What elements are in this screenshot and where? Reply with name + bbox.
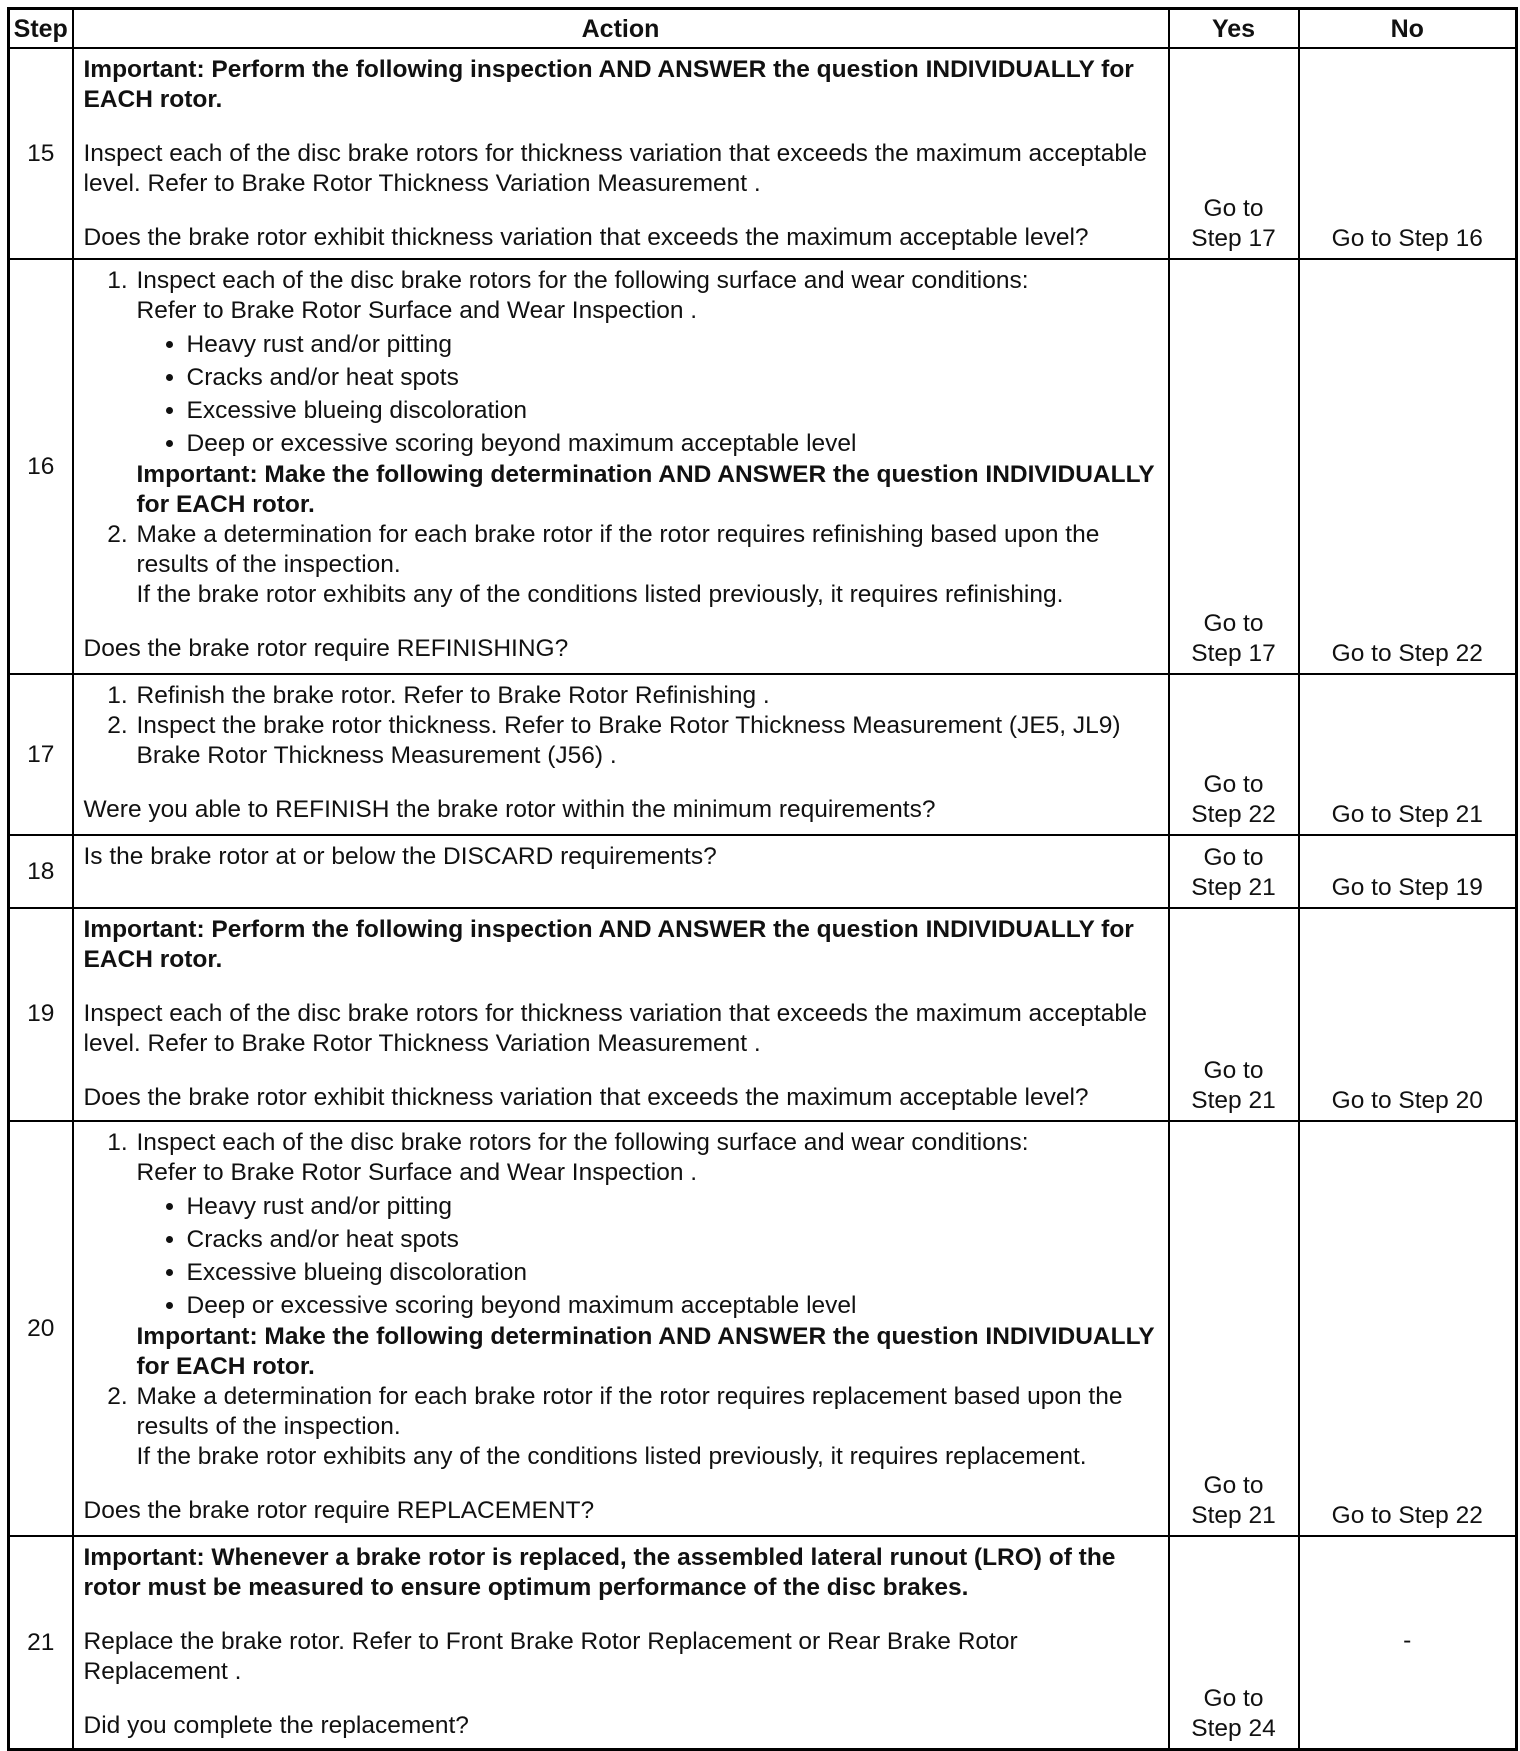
action-cell <box>73 48 1169 259</box>
step-column-header: Step <box>9 9 73 49</box>
no-link[interactable]: Go to Step 19 <box>1331 873 1483 901</box>
no-link[interactable]: Go to Step 16 <box>1331 225 1483 253</box>
yes-link-line1[interactable]: Go to <box>1203 1472 1264 1500</box>
yes-link-line2[interactable]: Step 22 <box>1191 801 1276 829</box>
yes-cell <box>1169 259 1299 674</box>
yes-cell <box>1169 1536 1299 1749</box>
step-number: 17 <box>9 674 73 835</box>
action-cell <box>73 1121 1169 1536</box>
procedure-list <box>84 681 1158 771</box>
important-note: Important: Perform the following inspection AND ANSWER the question INDIVIDUALLY for EACH rotor. <box>83 56 1134 113</box>
condition-item: • Deep or excessive scoring beyond maximum acceptable level <box>187 427 1158 460</box>
table-row-step-17 <box>9 674 1517 835</box>
no-column-header: No <box>1299 9 1517 49</box>
procedure-item-1: 1. Inspect each of the disc brake rotors for the following surface and wear conditions: Refer to Brake Rotor Surface and Wear Inspection . • Heavy rust and/or pitting • Cracks and/or heat spots • Excessive blueing discoloration • Deep or excessive scoring beyond maximum acceptable level <box>135 1128 1158 1322</box>
step-number: 21 <box>9 1536 73 1749</box>
yes-link-line1[interactable]: Go to <box>1203 195 1264 223</box>
table-row-step-16 <box>9 259 1517 674</box>
no-cell <box>1299 48 1517 259</box>
important-note: Important: Make the following determination AND ANSWER the question INDIVIDUALLY for EACH rotor. <box>136 1322 1155 1380</box>
action-cell <box>73 908 1169 1121</box>
procedure-item-2: 2. Make a determination for each brake rotor if the rotor requires refinishing based upon the results of the inspection. If the brake rotor exhibits any of the conditions listed previously, it requires refinishing. <box>135 520 1158 610</box>
yes-link-line2[interactable]: Step 21 <box>1191 1502 1276 1530</box>
question-text: Does the brake rotor require REPLACEMENT? <box>83 1496 595 1524</box>
question-text: Does the brake rotor exhibit thickness variation that exceeds the maximum acceptable level? <box>83 1083 1089 1111</box>
procedure-list <box>84 266 1158 610</box>
no-cell <box>1299 1121 1517 1536</box>
condition-item: • Excessive blueing discoloration <box>187 394 1158 427</box>
yes-cell <box>1169 908 1299 1121</box>
yes-link-line2[interactable]: Step 21 <box>1191 1086 1276 1114</box>
yes-cell <box>1169 48 1299 259</box>
procedure-item-2: 2. Make a determination for each brake rotor if the rotor requires replacement based upon the results of the inspection. If the brake rotor exhibits any of the conditions listed previously, it requires replacement. <box>135 1382 1158 1472</box>
instruction-text: Inspect each of the disc brake rotors for thickness variation that exceeds the maximum acceptable level. Refer to Brake Rotor Thickness Variation Measurement . <box>83 999 1148 1057</box>
no-link[interactable]: Go to Step 21 <box>1331 801 1483 829</box>
action-cell <box>73 259 1169 674</box>
yes-cell <box>1169 1121 1299 1536</box>
instruction-text: Replace the brake rotor. Refer to Front Brake Rotor Replacement or Rear Brake Rotor Replacement . <box>83 1628 1018 1686</box>
condition-item: • Heavy rust and/or pitting <box>187 328 1158 361</box>
yes-link-line1[interactable]: Go to <box>1203 1685 1264 1712</box>
question-text: Does the brake rotor exhibit thickness variation that exceeds the maximum acceptable level? <box>83 224 1089 251</box>
question-text: Does the brake rotor require REFINISHING? <box>83 635 569 663</box>
header-row <box>9 9 1517 49</box>
no-link[interactable]: Go to Step 22 <box>1331 640 1483 668</box>
condition-item: • Cracks and/or heat spots <box>187 361 1158 394</box>
step-number: 20 <box>9 1121 73 1536</box>
important-note: Important: Perform the following inspection AND ANSWER the question INDIVIDUALLY for EACH rotor. <box>83 915 1134 973</box>
action-cell <box>73 1536 1169 1749</box>
instruction-text: Inspect each of the disc brake rotors for thickness variation that exceeds the maximum acceptable level. Refer to Brake Rotor Thickness Variation Measurement . <box>83 140 1148 197</box>
action-cell <box>73 674 1169 835</box>
condition-item: • Excessive blueing discoloration <box>187 1256 1158 1289</box>
yes-cell <box>1169 674 1299 835</box>
question-text: Is the brake rotor at or below the DISCARD requirements? <box>83 843 717 871</box>
yes-link-line2[interactable]: Step 21 <box>1191 873 1276 901</box>
step-number: 15 <box>9 48 73 259</box>
action-column-header: Action <box>73 9 1169 49</box>
procedure-item-1: 1. Refinish the brake rotor. Refer to Brake Rotor Refinishing . <box>135 681 1158 711</box>
yes-link-line2[interactable]: Step 24 <box>1191 1715 1276 1742</box>
condition-list <box>137 1190 1158 1322</box>
yes-link-line2[interactable]: Step 17 <box>1191 225 1276 253</box>
step-number: 18 <box>9 835 73 907</box>
no-cell <box>1299 674 1517 835</box>
yes-column-header: Yes <box>1169 9 1299 49</box>
conclusion-text: If the brake rotor exhibits any of the conditions listed previously, it requires refinishing. <box>136 581 1064 609</box>
important-note: Important: Whenever a brake rotor is replaced, the assembled lateral runout (LRO) of the rotor must be measured to ensure optimum performance of the disc brakes. <box>83 1544 1116 1602</box>
important-note: Important: Make the following determination AND ANSWER the question INDIVIDUALLY for EACH rotor. <box>136 461 1155 519</box>
diagnostic-table <box>7 7 1518 1751</box>
no-link[interactable]: Go to Step 22 <box>1331 1502 1483 1530</box>
table-row-step-21 <box>9 1536 1517 1749</box>
question-text: Were you able to REFINISH the brake rotor within the minimum requirements? <box>83 796 936 824</box>
yes-link-line1[interactable]: Go to <box>1203 843 1264 871</box>
procedure-item-1: 1. Inspect each of the disc brake rotors for the following surface and wear conditions: Refer to Brake Rotor Surface and Wear Inspection . • Heavy rust and/or pitting • Cracks and/or heat spots • Excessive blueing discoloration • Deep or excessive scoring beyond maximum acceptable level <box>135 266 1158 460</box>
procedure-item-2: 2. Inspect the brake rotor thickness. Refer to Brake Rotor Thickness Measurement (JE5, JL9) Brake Rotor Thickness Measurement (J56) . <box>135 711 1158 771</box>
step-number: 19 <box>9 908 73 1121</box>
table-row-step-15 <box>9 48 1517 259</box>
step-number: 16 <box>9 259 73 674</box>
condition-item: • Heavy rust and/or pitting <box>187 1190 1158 1223</box>
condition-item: • Cracks and/or heat spots <box>187 1223 1158 1256</box>
action-cell <box>73 835 1169 907</box>
yes-link-line1[interactable]: Go to <box>1203 771 1264 799</box>
question-text: Did you complete the replacement? <box>83 1712 469 1740</box>
conclusion-text: If the brake rotor exhibits any of the conditions listed previously, it requires replacement. <box>136 1442 1087 1470</box>
condition-item: • Deep or excessive scoring beyond maximum acceptable level <box>187 1289 1158 1322</box>
yes-link-line1[interactable]: Go to <box>1203 1056 1264 1084</box>
yes-cell <box>1169 835 1299 907</box>
table-row-step-20 <box>9 1121 1517 1536</box>
yes-link-line2[interactable]: Step 17 <box>1191 640 1276 668</box>
no-cell <box>1299 835 1517 907</box>
condition-list <box>137 328 1158 460</box>
table-row-step-18 <box>9 835 1517 907</box>
no-cell <box>1299 1536 1517 1749</box>
no-cell <box>1299 259 1517 674</box>
reference-text: Refer to Brake Rotor Surface and Wear Inspection . <box>136 1158 698 1186</box>
no-value: - <box>1403 1626 1412 1654</box>
procedure-list <box>84 1128 1158 1472</box>
yes-link-line1[interactable]: Go to <box>1203 610 1264 638</box>
reference-text: Refer to Brake Rotor Surface and Wear Inspection . <box>136 297 698 325</box>
no-link[interactable]: Go to Step 20 <box>1331 1086 1483 1114</box>
table-row-step-19 <box>9 908 1517 1121</box>
no-cell <box>1299 908 1517 1121</box>
